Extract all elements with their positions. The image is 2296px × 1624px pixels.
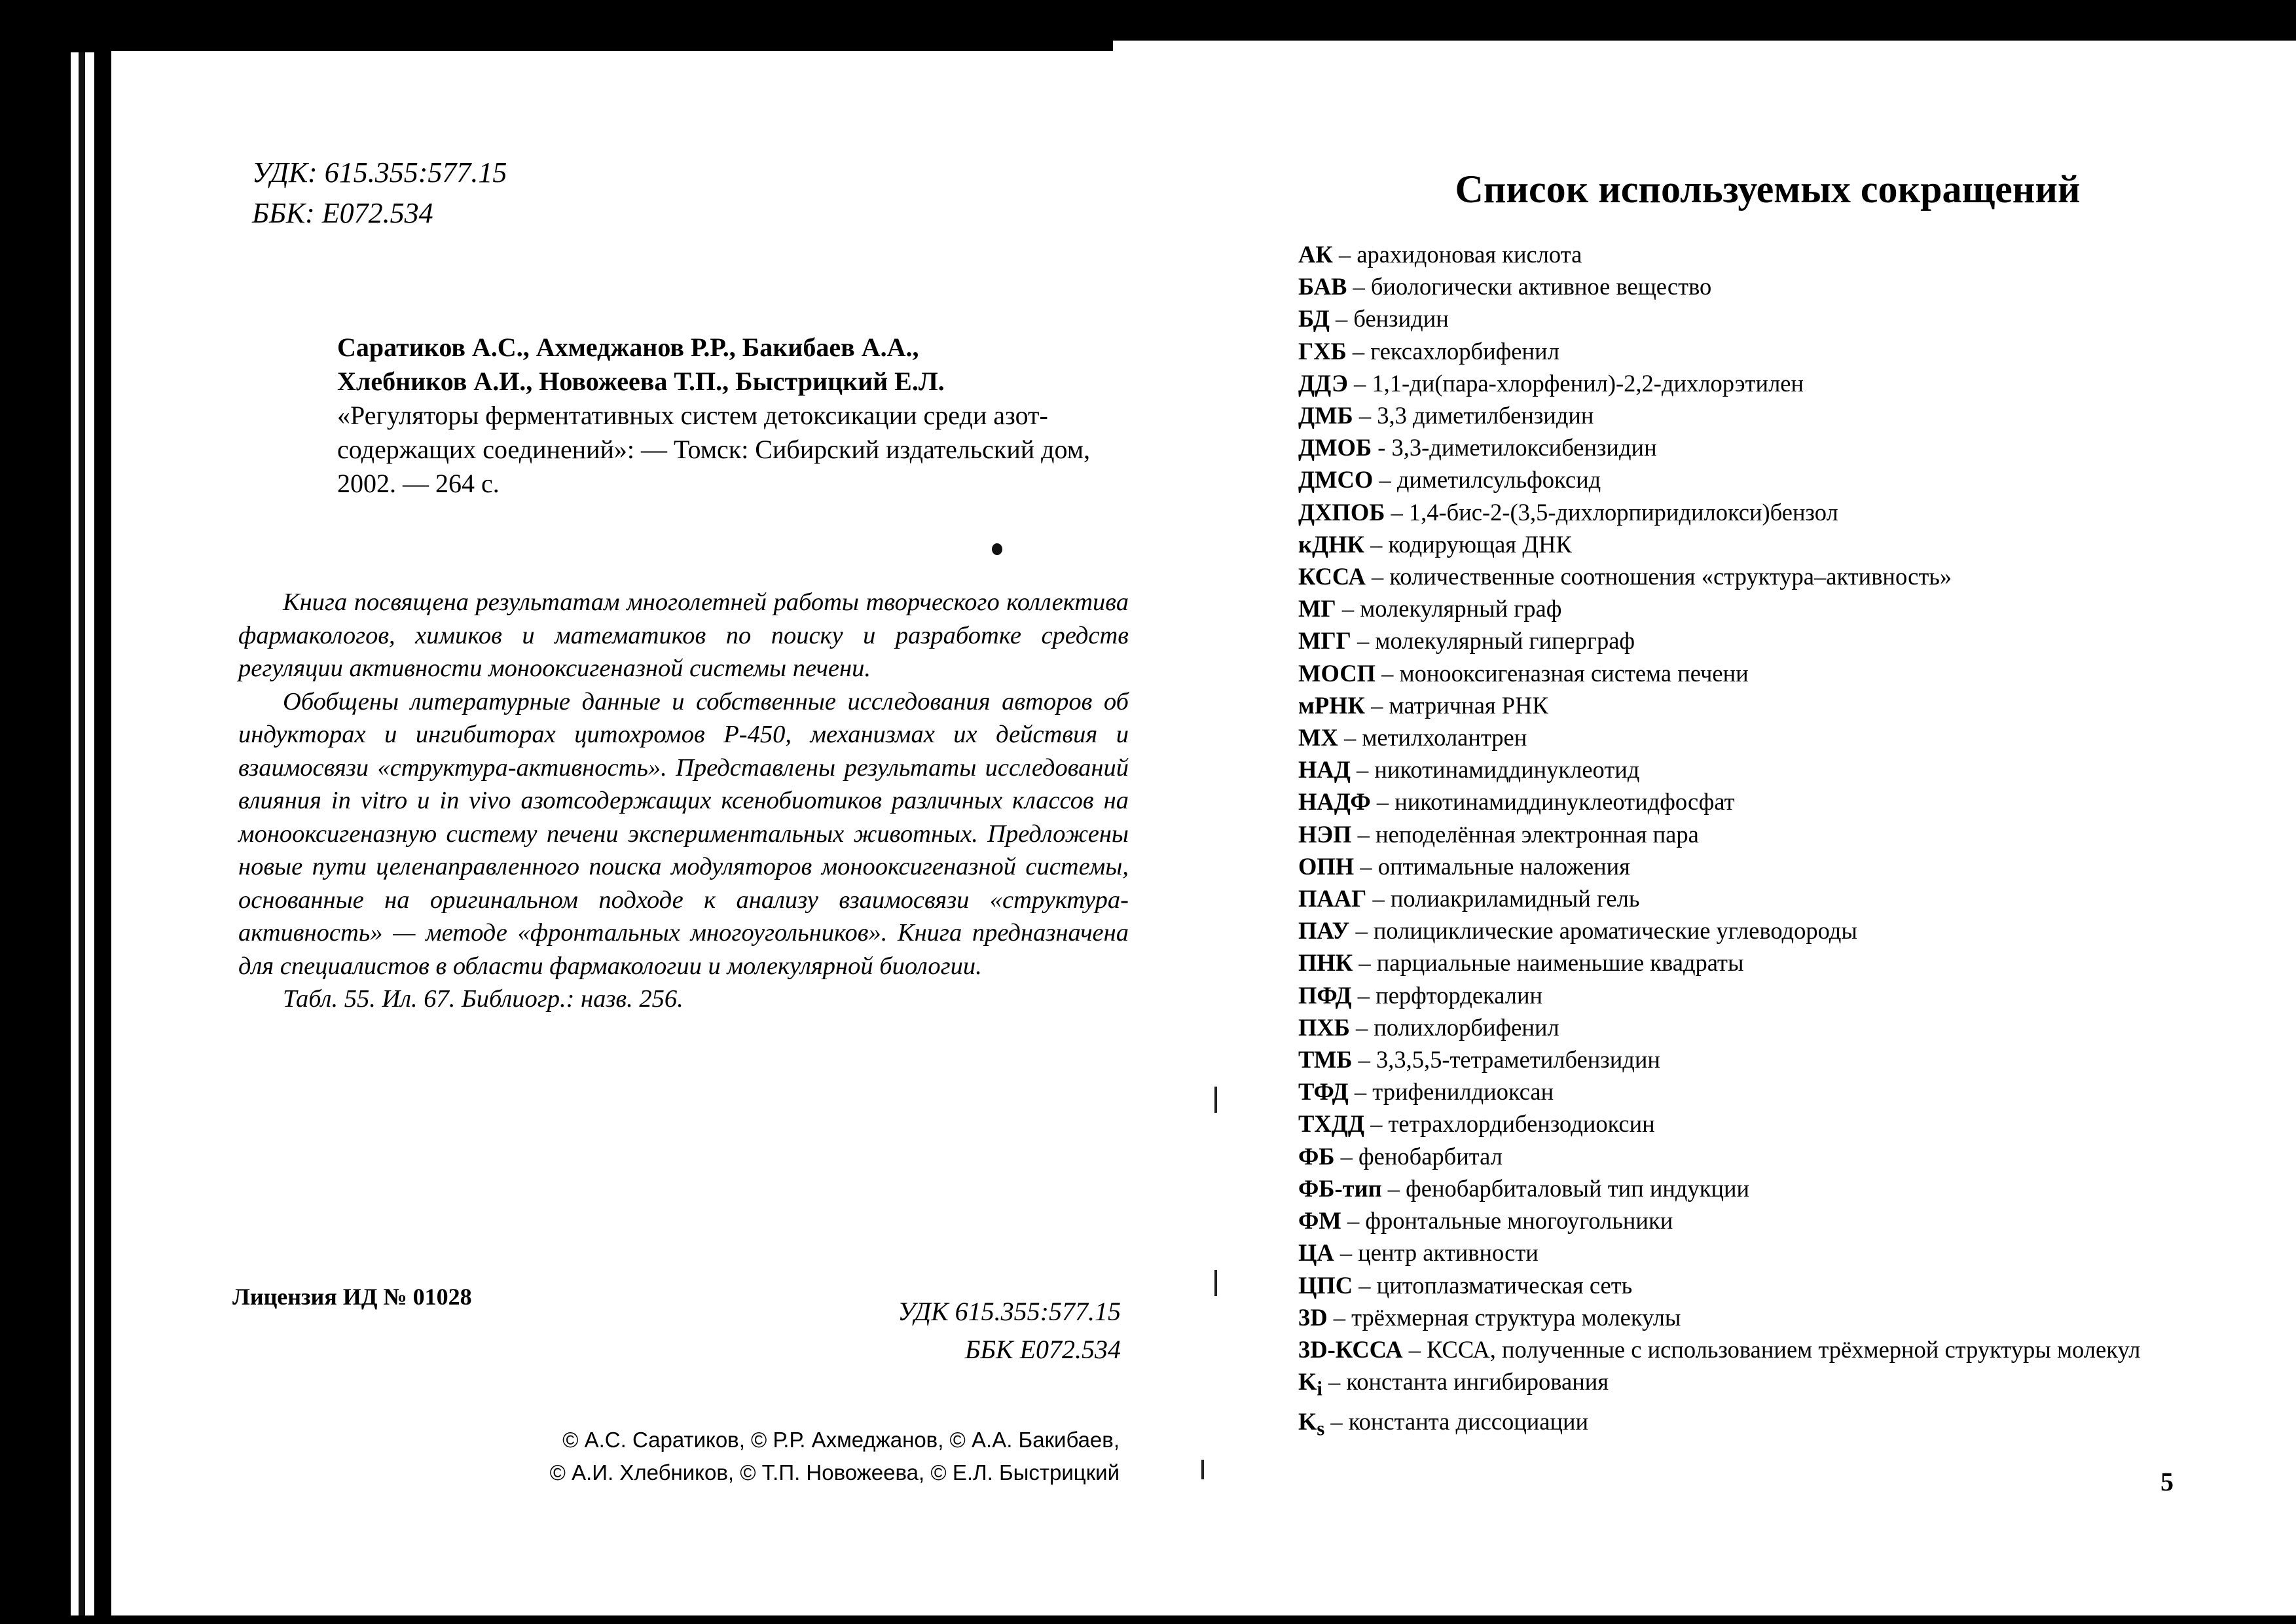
abbreviation-item — [1298, 914, 2189, 947]
abbreviation-item — [1298, 1236, 2189, 1269]
udk-bottom-block — [851, 1293, 1121, 1369]
abbreviation-item — [1298, 1269, 2189, 1301]
abbreviation-item — [1298, 1301, 2189, 1333]
abbreviation-term: ФБ-тип — [1298, 1174, 1382, 1202]
abbreviation-item — [1298, 431, 2189, 463]
authors-line-2: Хлебников А.И., Новожеева Т.П., Быстрицкий Е.Л. — [337, 367, 945, 396]
abbreviation-definition: полихлорбифенил — [1374, 1013, 1559, 1041]
abbreviation-separator: – — [1329, 305, 1354, 333]
abbreviation-definition: цитоплазматическая сеть — [1376, 1271, 1633, 1299]
abbreviation-definition: молекулярный гиперграф — [1375, 627, 1635, 655]
annotation — [238, 586, 1129, 1016]
copyright — [484, 1424, 1120, 1489]
abbreviation-definition: трифенилдиоксан — [1372, 1078, 1554, 1106]
fold-mark — [1214, 1087, 1217, 1113]
abbreviation-separator: – — [1352, 1046, 1376, 1074]
page-number: 5 — [2160, 1467, 2174, 1496]
abbreviation-separator: – — [1347, 273, 1371, 300]
annotation-stats: Табл. 55. Ил. 67. Библиогр.: назв. 256. — [283, 985, 683, 1013]
abbreviation-term: 3D-КССА — [1298, 1335, 1403, 1363]
abbreviation-definition: перфтордекалин — [1376, 981, 1543, 1009]
abbreviation-definition: монооксигеназная система печени — [1399, 659, 1749, 687]
book-title: «Регуляторы ферментативных систем детоксикации среди азот-содержащих соединений»: — Томск: Сибирский издательский дом, 2002. — 264 с. — [337, 401, 1091, 498]
abbreviation-separator: – — [1348, 1078, 1373, 1106]
abbreviation-definition: константа диссоциации — [1348, 1407, 1589, 1435]
abbreviation-separator: – — [1341, 1207, 1366, 1235]
abbreviation-item — [1298, 947, 2189, 979]
abbreviation-separator: - — [1372, 434, 1392, 461]
copyright-line-1: © А.С. Саратиков, © Р.Р. Ахмеджанов, © А.А. Бакибаев, — [562, 1428, 1120, 1452]
abbreviation-separator: – — [1336, 595, 1360, 623]
abbreviation-term: МГ — [1298, 595, 1336, 623]
abbreviation-term: НЭП — [1298, 820, 1352, 848]
abbreviation-item — [1298, 560, 2189, 592]
abbreviation-item — [1298, 1075, 2189, 1108]
abbreviation-definition: никотинамиддинуклеотидфосфат — [1394, 788, 1735, 816]
abbreviation-item — [1298, 1108, 2189, 1140]
abbreviation-term: КССА — [1298, 563, 1366, 590]
abbreviation-definition: парциальные наименьшие квадраты — [1376, 949, 1744, 977]
annotation-paragraph-1: Книга посвящена результатам многолетней работы творческого коллектива фармакологов, химиков и математиков по поиску и разработке средств регуляции активности монооксигеназной системы печени. — [238, 588, 1129, 682]
abbreviations-title: Список используемых сокращений — [1455, 168, 2081, 211]
abbreviation-item — [1298, 785, 2189, 818]
bbk-bottom: ББК Е072.534 — [964, 1335, 1121, 1364]
abbreviation-definition: трёхмерная структура молекулы — [1351, 1303, 1681, 1331]
abbreviation-term: ДДЭ — [1298, 369, 1348, 397]
abbreviation-item — [1298, 1405, 2189, 1445]
abbreviation-separator: – — [1364, 530, 1389, 558]
abbreviation-separator: – — [1351, 820, 1376, 848]
scan-bottom-edge — [0, 1615, 2296, 1624]
abbreviation-item — [1298, 1333, 2189, 1365]
abbreviation-term: ЦПС — [1298, 1271, 1353, 1299]
abbreviation-item — [1298, 979, 2189, 1011]
abbreviation-separator: – — [1324, 1407, 1349, 1435]
abbreviation-term: ТХДД — [1298, 1110, 1364, 1138]
abbreviation-separator: – — [1327, 1303, 1352, 1331]
abbreviation-definition: фенобарбиталовый тип индукции — [1406, 1174, 1750, 1202]
abbreviation-term: ОПН — [1298, 852, 1355, 880]
abbreviation-definition: кодирующая ДНК — [1388, 530, 1572, 558]
abbreviation-definition: диметилсульфоксид — [1396, 466, 1601, 494]
abbreviation-separator: – — [1370, 788, 1395, 816]
abbreviation-item — [1298, 1204, 2189, 1236]
abbreviation-item — [1298, 1365, 2189, 1405]
abbreviation-item — [1298, 1043, 2189, 1075]
abbreviation-item — [1298, 496, 2189, 528]
abbreviation-definition: оптимальные наложения — [1377, 852, 1630, 880]
abbreviation-term: МХ — [1298, 724, 1338, 751]
abbreviation-separator: – — [1347, 369, 1372, 397]
abbreviation-separator: – — [1353, 402, 1377, 429]
abbreviation-term-subscript: i — [1317, 1377, 1322, 1400]
abbreviation-item — [1298, 689, 2189, 721]
abbreviation-separator: – — [1349, 1013, 1374, 1041]
abbreviation-separator: – — [1381, 1174, 1406, 1202]
abbreviation-definition: биологически активное вещество — [1370, 273, 1712, 300]
abbreviation-separator: – — [1364, 1110, 1389, 1138]
abbreviation-term: ФБ — [1298, 1142, 1335, 1170]
abbreviation-definition: 3,3,5,5-тетраметилбензидин — [1376, 1046, 1660, 1074]
abbreviation-term: мРНК — [1298, 691, 1366, 719]
abbreviation-item — [1298, 1172, 2189, 1204]
abbreviation-term: K — [1298, 1407, 1317, 1435]
license: Лицензия ИД № 01028 — [232, 1284, 472, 1310]
abbreviation-term: 3D — [1298, 1303, 1328, 1331]
abbreviation-definition: гексахлорбифенил — [1370, 337, 1559, 365]
bibliographic-entry — [337, 331, 1136, 501]
abbreviation-term: ПХБ — [1298, 1013, 1350, 1041]
abbreviation-definition: бензидин — [1353, 305, 1449, 333]
abbreviation-term: ПНК — [1298, 949, 1353, 977]
abbreviation-item — [1298, 753, 2189, 785]
fold-mark — [1214, 1270, 1217, 1296]
abbreviation-term: ДМОБ — [1298, 434, 1372, 461]
scan-left-edge — [0, 0, 111, 1624]
abbreviation-term: кДНК — [1298, 530, 1364, 558]
abbreviation-term: K — [1298, 1368, 1317, 1396]
abbreviation-definition: количественные соотношения «структура–активность» — [1389, 563, 1952, 590]
abbreviation-separator: – — [1373, 466, 1397, 494]
udk-top-block — [252, 153, 507, 234]
abbreviation-definition: арахидоновая кислота — [1357, 241, 1582, 268]
abbreviation-term: ПФД — [1298, 981, 1352, 1009]
abbreviation-item — [1298, 528, 2189, 560]
abbreviation-definition: КССА, полученные с использованием трёхмерной структуры молекул — [1427, 1335, 2141, 1363]
abbreviation-definition: матричная РНК — [1389, 691, 1548, 719]
abbreviation-term: БАВ — [1298, 273, 1347, 300]
abbreviation-item — [1298, 657, 2189, 689]
abbreviation-separator: – — [1334, 1239, 1358, 1267]
abbreviation-definition: центр активности — [1358, 1239, 1539, 1267]
abbreviation-item — [1298, 818, 2189, 850]
abbreviation-definition: полиакриламидный гель — [1390, 885, 1640, 912]
abbreviation-separator: – — [1332, 241, 1357, 268]
udk-top: УДК: 615.355:577.15 — [252, 156, 507, 189]
abbreviation-term: МГГ — [1298, 627, 1351, 655]
copyright-line-2: © А.И. Хлебников, © Т.П. Новожеева, © Е.Л. Быстрицкий — [549, 1460, 1120, 1485]
abbreviation-item — [1298, 399, 2189, 431]
abbreviation-separator: – — [1366, 885, 1391, 912]
abbreviation-definition: метилхолантрен — [1362, 724, 1527, 751]
abbreviation-term: БД — [1298, 305, 1330, 333]
abbreviation-separator: – — [1346, 337, 1371, 365]
abbreviation-separator: – — [1353, 949, 1377, 977]
abbreviation-item — [1298, 238, 2189, 270]
abbreviation-separator: – — [1349, 917, 1374, 945]
abbreviation-item — [1298, 721, 2189, 753]
abbreviation-term: ТФД — [1298, 1078, 1349, 1106]
abbreviation-item — [1298, 1011, 2189, 1043]
abbreviation-separator: – — [1351, 627, 1376, 655]
abbreviation-definition: 1,1-ди(пара-хлорфенил)-2,2-дихлорэтилен — [1372, 369, 1804, 397]
abbreviation-separator: – — [1353, 1271, 1377, 1299]
abbreviation-separator: – — [1338, 724, 1362, 751]
abbreviation-item — [1298, 592, 2189, 624]
scan-speck — [992, 543, 1002, 555]
abbreviation-separator: – — [1365, 563, 1390, 590]
abbreviation-separator: – — [1350, 756, 1375, 784]
abbreviation-term-subscript: s — [1317, 1416, 1325, 1439]
abbreviation-separator: – — [1385, 498, 1409, 526]
abbreviation-item — [1298, 335, 2189, 367]
abbreviation-term: ЦА — [1298, 1239, 1334, 1267]
abbreviation-term: НАДФ — [1298, 788, 1371, 816]
abbreviation-definition: тетрахлордибензодиоксин — [1388, 1110, 1655, 1138]
abbreviation-definition: константа ингибирования — [1346, 1368, 1609, 1396]
abbreviation-item — [1298, 850, 2189, 882]
fold-mark — [1201, 1460, 1204, 1479]
abbreviation-item — [1298, 367, 2189, 399]
abbreviation-definition: 1,4-бис-2-(3,5-дихлорпиридилокси)бензол — [1408, 498, 1838, 526]
udk-bottom: УДК 615.355:577.15 — [898, 1297, 1121, 1326]
abbreviation-definition: фронтальные многоугольники — [1365, 1207, 1673, 1235]
abbreviation-separator: – — [1322, 1368, 1347, 1396]
scan-left-edge-line — [79, 52, 85, 1624]
abbreviation-term: ПАУ — [1298, 917, 1350, 945]
abbreviation-term: ТМБ — [1298, 1046, 1353, 1074]
abbreviation-separator: – — [1334, 1142, 1358, 1170]
abbreviation-item — [1298, 624, 2189, 657]
abbreviation-definition: 3,3 диметилбензидин — [1377, 402, 1594, 429]
abbreviation-item — [1298, 463, 2189, 496]
abbreviation-item — [1298, 1140, 2189, 1172]
abbreviation-term: ДМСО — [1298, 466, 1374, 494]
abbreviation-separator: – — [1376, 659, 1400, 687]
authors-line-1: Саратиков А.С., Ахмеджанов Р.Р., Бакибаев А.А., — [337, 333, 919, 362]
abbreviation-term: ФМ — [1298, 1207, 1341, 1235]
bbk-top: ББК: Е072.534 — [252, 197, 433, 229]
abbreviation-definition: полициклические ароматические углеводороды — [1373, 917, 1857, 945]
abbreviation-separator: – — [1402, 1335, 1427, 1363]
abbreviation-term: НАД — [1298, 756, 1351, 784]
abbreviation-definition: фенобарбитал — [1358, 1142, 1503, 1170]
abbreviation-separator: – — [1365, 691, 1389, 719]
abbreviations-list — [1298, 238, 2189, 1445]
abbreviation-definition: никотинамиддинуклеотид — [1374, 756, 1640, 784]
abbreviation-term: ДМБ — [1298, 402, 1353, 429]
annotation-paragraph-2: Обобщены литературные данные и собственные исследования авторов об индукторах и ингибиторах цитохромов Р-450, механизмах их действия и взаимосвязи «структура-активность». Представлены результаты исследований влияния in vitro и in vivo азотсодержащих ксенобиотиков различных классов на монооксигеназную систему печени экспериментальных животных. Предложены новые пути целенаправленного поиска модуляторов монооксигеназной системы, основанные на оригинальном подходе к анализу взаимосвязи «структура-активность» — методе «фронтальных многоугольников». Книга предназначена для специалистов в области фармакологии и молекулярной биологии. — [238, 687, 1129, 980]
abbreviation-separator: – — [1351, 981, 1376, 1009]
abbreviation-term: ПААГ — [1298, 885, 1367, 912]
abbreviation-item — [1298, 270, 2189, 302]
abbreviation-definition: неподелённая электронная пара — [1376, 820, 1699, 848]
abbreviation-term: ГХБ — [1298, 337, 1347, 365]
abbreviation-item — [1298, 882, 2189, 914]
abbreviation-item — [1298, 302, 2189, 334]
abbreviation-term: МОСП — [1298, 659, 1376, 687]
abbreviation-definition: 3,3-диметилоксибензидин — [1391, 434, 1657, 461]
scan-top-edge-gap — [1113, 41, 2296, 60]
abbreviation-term: АК — [1298, 241, 1333, 268]
abbreviation-term: ДХПОБ — [1298, 498, 1385, 526]
abbreviation-separator: – — [1354, 852, 1378, 880]
abbreviation-definition: молекулярный граф — [1360, 595, 1562, 623]
